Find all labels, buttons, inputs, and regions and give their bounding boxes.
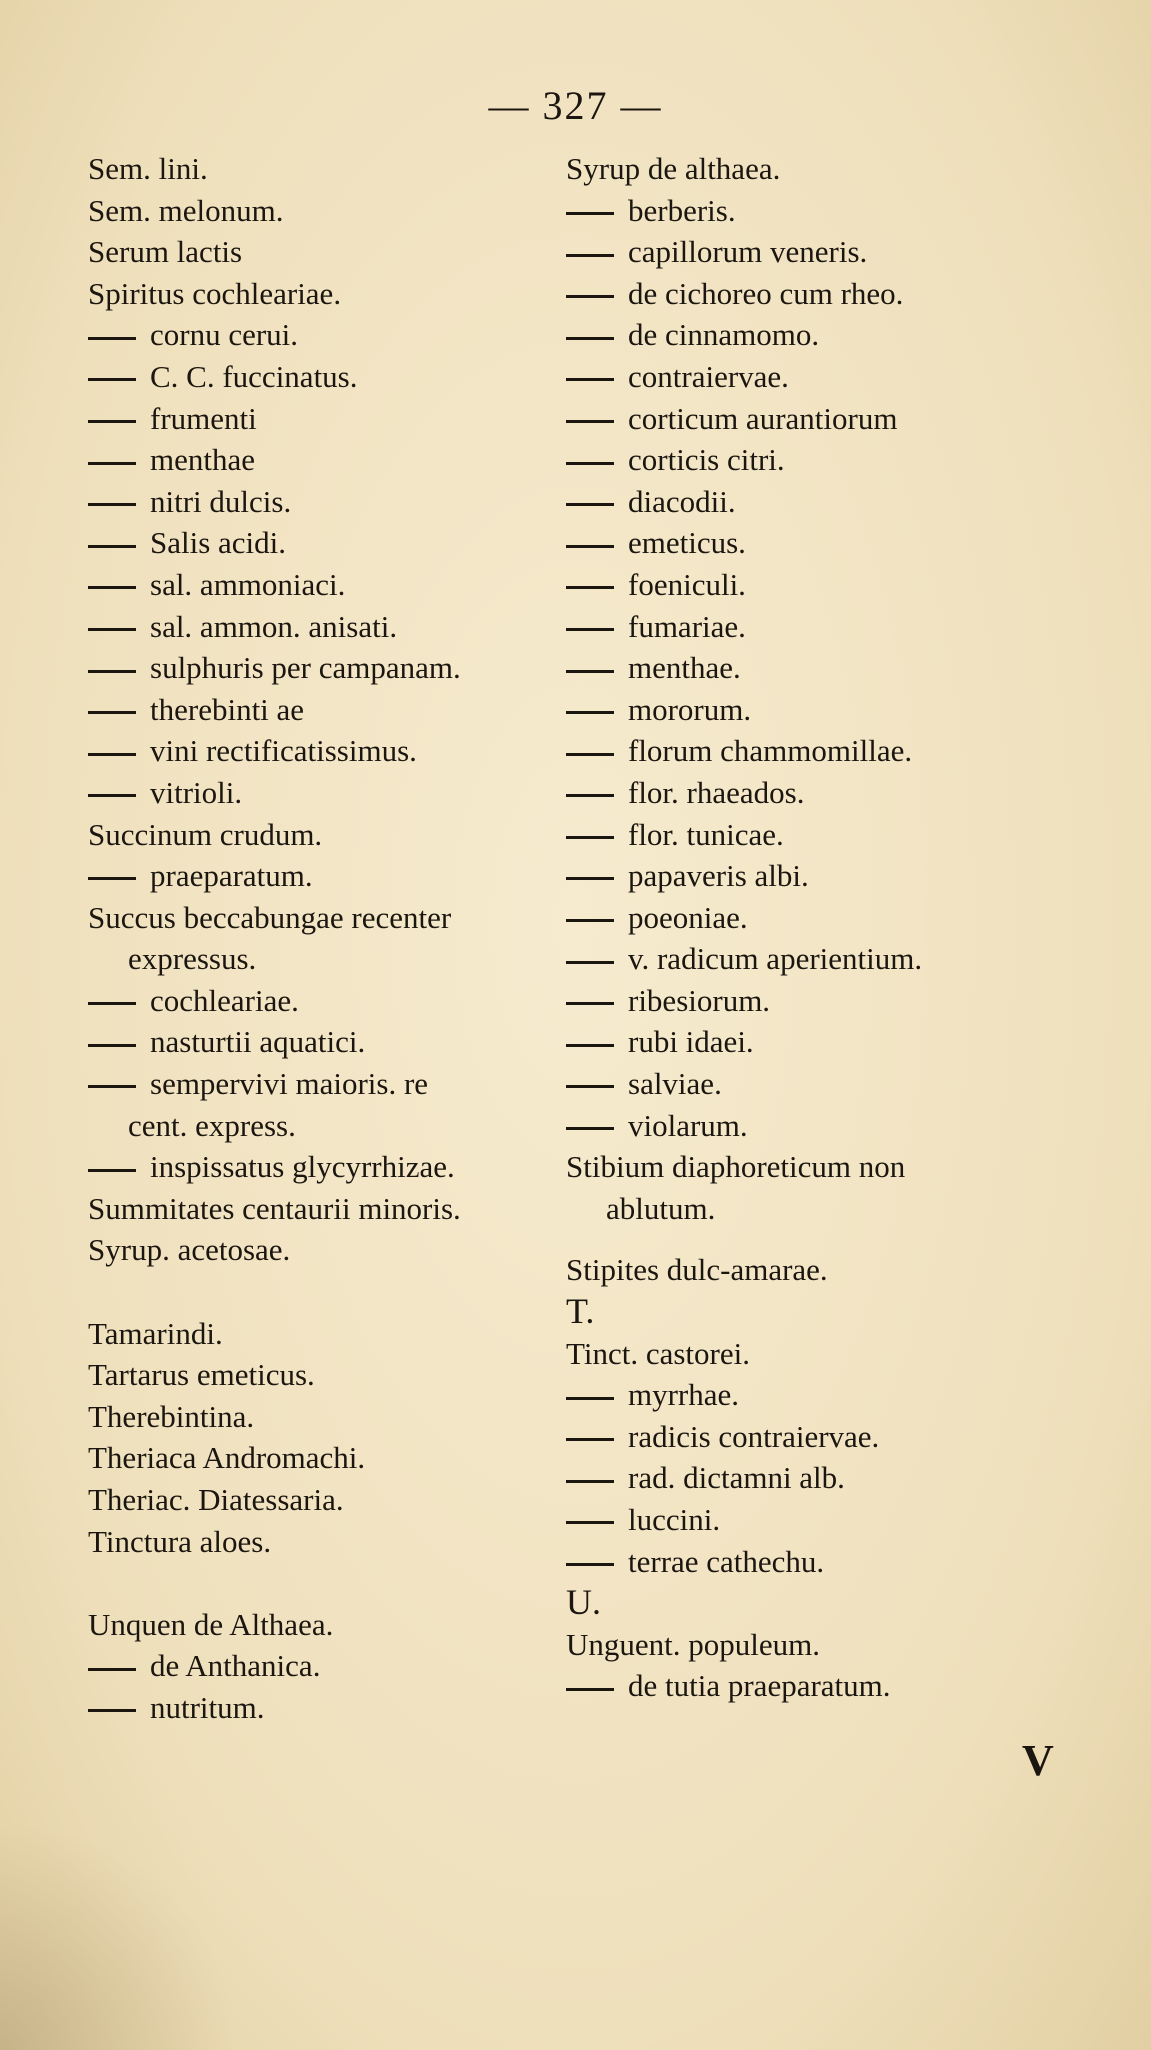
entry-line: rubi idaei.: [566, 1021, 1066, 1063]
entry-line: terrae cathechu.: [566, 1541, 1066, 1583]
entry-line: cent. express.: [128, 1107, 296, 1143]
entry-line: Syrup. acetosae.: [88, 1232, 291, 1268]
entry-line: cochleariae.: [88, 980, 568, 1022]
entry-line: ribesiorum.: [566, 980, 1066, 1022]
entry-line: foeniculi.: [566, 564, 1066, 606]
entry-line: Unquen de Althaea.: [88, 1606, 334, 1642]
entry-line: v. radicum aperientium.: [566, 938, 1066, 980]
entry-line: radicis contraiervae.: [566, 1416, 1066, 1458]
entry-line: expressus.: [128, 941, 257, 977]
entry-line: Stibium diaphoreticum non: [566, 1149, 906, 1185]
entry-line: menthae.: [566, 647, 1066, 689]
entry-line: flor. tunicae.: [566, 814, 1066, 856]
entry-line: ablutum.: [606, 1190, 716, 1226]
entry-line: corticum aurantiorum: [566, 398, 1066, 440]
entry-line: nitri dulcis.: [88, 481, 568, 523]
entry-line: Succus beccabungae recenter: [88, 899, 452, 935]
entry-line: Succinum crudum.: [88, 816, 323, 852]
entry-line: Tamarindi.: [88, 1315, 223, 1351]
entry-line: salviae.: [566, 1063, 1066, 1105]
entry-line: vitrioli.: [88, 772, 568, 814]
entry-line: Stipites dulc-amarae.: [566, 1252, 828, 1288]
entry-line: de Anthanica.: [88, 1645, 568, 1687]
entry-line: myrrhae.: [566, 1374, 1066, 1416]
entry-line: emeticus.: [566, 522, 1066, 564]
entry-line: sulphuris per campanam.: [88, 647, 568, 689]
entry-line: Spiritus cochleariae.: [88, 275, 342, 311]
entry-line: inspissatus glycyrrhizae.: [88, 1146, 568, 1188]
entry-line: corticis citri.: [566, 439, 1066, 481]
column-gap: [88, 1271, 568, 1313]
entry-line: cornu cerui.: [88, 314, 568, 356]
entry-line: Therebintina.: [88, 1398, 255, 1434]
entry-line: contraiervae.: [566, 356, 1066, 398]
entry-line: Serum lactis: [88, 234, 243, 270]
right-column: [566, 148, 1066, 1707]
column-gap: [566, 1229, 1066, 1249]
entry-line: Theriac. Diatessaria.: [88, 1482, 344, 1517]
entry-line: de tutia praeparatum.: [566, 1665, 1066, 1707]
entry-line: poeoniae.: [566, 897, 1066, 939]
entry-line: vini rectificatissimus.: [88, 730, 568, 772]
entry-line: sal. ammoniaci.: [88, 564, 568, 606]
entry-line: florum chammomillae.: [566, 730, 1066, 772]
entry-line: de cinnamomo.: [566, 314, 1066, 356]
entry-line: diacodii.: [566, 481, 1066, 523]
entry-line: Syrup de althaea.: [566, 151, 781, 186]
entry-line: papaveris albi.: [566, 855, 1066, 897]
entry-line: fumariae.: [566, 606, 1066, 648]
entry-line: capillorum veneris.: [566, 231, 1066, 273]
entry-line: C. C. fuccinatus.: [88, 356, 568, 398]
entry-line: mororum.: [566, 689, 1066, 731]
entry-line: luccini.: [566, 1499, 1066, 1541]
catchword: V: [1022, 1736, 1054, 1785]
entry-line: frumenti: [88, 398, 568, 440]
entry-line: Salis acidi.: [88, 522, 568, 564]
entry-line: menthae: [88, 439, 568, 481]
column-gap: [88, 1562, 568, 1604]
entry-line: Tinctura aloes.: [88, 1523, 272, 1559]
entry-line: flor. rhaeados.: [566, 772, 1066, 814]
entry-line: nasturtii aquatici.: [88, 1021, 568, 1063]
entry-line: Sem. lini.: [88, 151, 208, 186]
entry-line: violarum.: [566, 1105, 1066, 1147]
entry-line: de cichoreo cum rheo.: [566, 273, 1066, 315]
entry-line: sal. ammon. anisati.: [88, 606, 568, 648]
page-number: — 327 —: [488, 83, 663, 128]
entry-line: Theriaca Andromachi.: [88, 1440, 366, 1476]
entry-line: therebinti ae: [88, 689, 568, 731]
entry-line: Tinct. castorei.: [566, 1335, 750, 1371]
section-letter: T.: [566, 1291, 595, 1332]
paper-stain: [0, 1820, 240, 2050]
left-column: [88, 148, 568, 1729]
entry-line: rad. dictamni alb.: [566, 1457, 1066, 1499]
section-letter: U.: [566, 1582, 601, 1623]
entry-line: praeparatum.: [88, 855, 568, 897]
entry-line: Tartarus emeticus.: [88, 1357, 315, 1393]
entry-line: Summitates centaurii minoris.: [88, 1190, 461, 1226]
entry-line: sempervivi maioris. re: [88, 1063, 568, 1105]
entry-line: Unguent. populeum.: [566, 1626, 820, 1662]
entry-line: nutritum.: [88, 1687, 568, 1729]
entry-line: Sem. melonum.: [88, 192, 284, 228]
entry-line: berberis.: [566, 190, 1066, 232]
